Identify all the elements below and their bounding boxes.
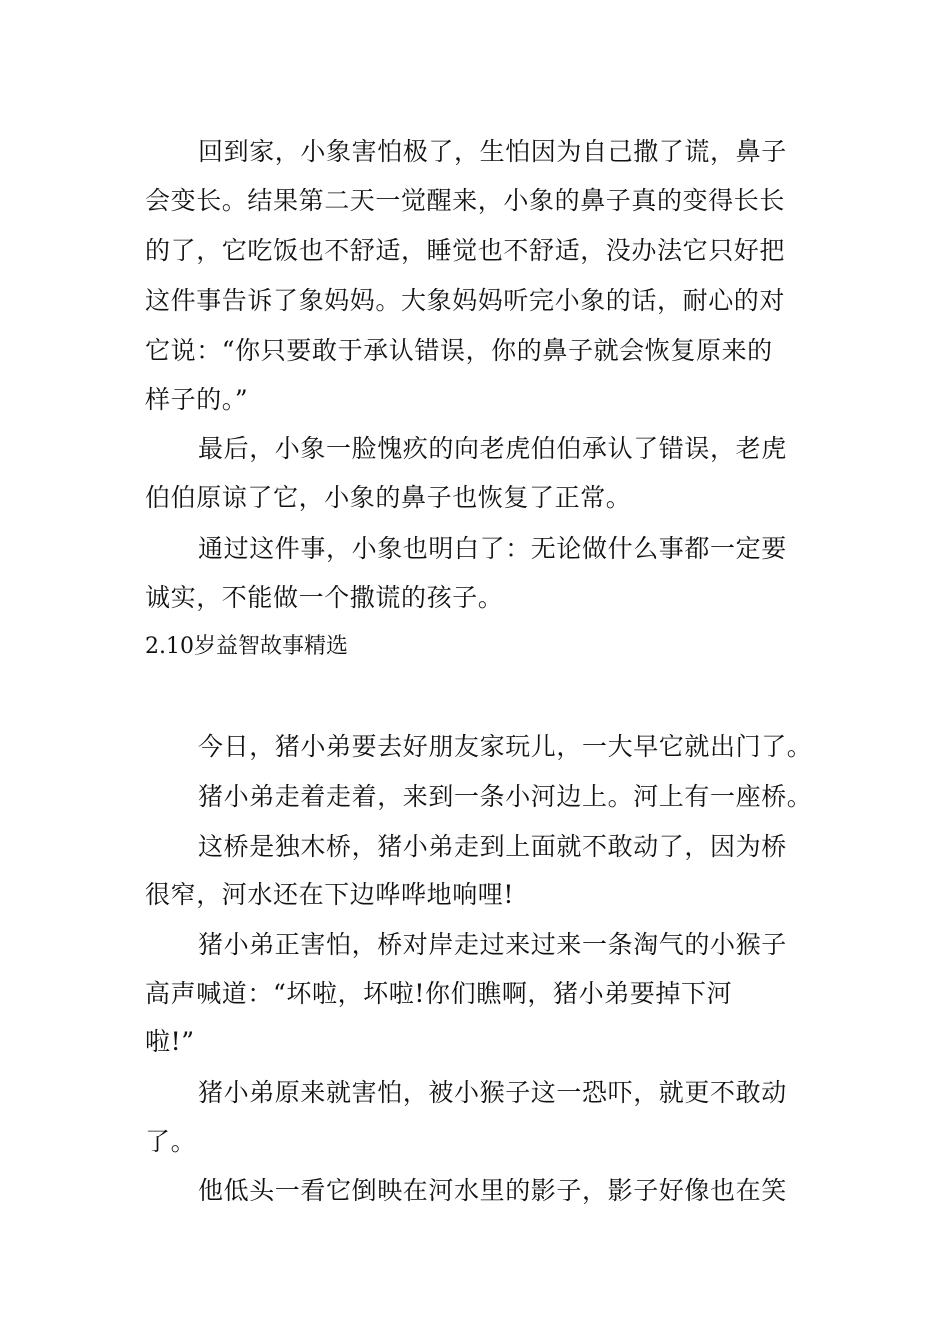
paragraph-line: 今日，猪小弟要去好朋友家玩儿，一大早它就出门了。: [198, 732, 813, 761]
paragraph-line: 通过这件事，小象也明白了：无论做什么事都一定要: [198, 534, 787, 563]
paragraph-line: 会变长。结果第二天一觉醒来，小象的鼻子真的变得长长: [145, 186, 786, 215]
section-heading: 2.10岁益智故事精选: [145, 634, 348, 659]
paragraph-line: 猪小弟走着走着，来到一条小河边上。河上有一座桥。: [198, 782, 813, 811]
paragraph-line: 他低头一看它倒映在河水里的影子，影子好像也在笑: [198, 1176, 787, 1205]
paragraph-line: 它说：“你只要敢于承认错误，你的鼻子就会恢复原来的: [145, 336, 773, 365]
paragraph-line: 的了，它吃饭也不舒适，睡觉也不舒适，没办法它只好把: [145, 236, 786, 265]
paragraph-line: 最后，小象一脸愧疚的向老虎伯伯承认了错误，老虎: [198, 434, 787, 463]
paragraph-line: 回到家，小象害怕极了，生怕因为自己撒了谎，鼻子: [198, 137, 787, 166]
paragraph-line: 这件事告诉了象妈妈。大象妈妈听完小象的话，耐心的对: [145, 286, 786, 315]
paragraph-line: 了。: [145, 1127, 197, 1156]
paragraph-line: 很窄，河水还在下边哗哗地响哩!: [145, 880, 515, 909]
paragraph-line: 啦!”: [145, 1027, 195, 1056]
paragraph-line: 诚实，不能做一个撒谎的孩子。: [145, 583, 504, 612]
paragraph-line: 猪小弟原来就害怕，被小猴子这一恐吓，就更不敢动: [198, 1078, 787, 1107]
paragraph-line: 高声喊道：“坏啦，坏啦!你们瞧啊，猪小弟要掉下河: [145, 979, 733, 1008]
paragraph-line: 这桥是独木桥，猪小弟走到上面就不敢动了，因为桥: [198, 832, 787, 861]
paragraph-line: 伯伯原谅了它，小象的鼻子也恢复了正常。: [145, 483, 632, 512]
paragraph-line: 样子的。”: [145, 385, 249, 414]
paragraph-line: 猪小弟正害怕，桥对岸走过来过来一条淘气的小猴子: [198, 930, 787, 959]
